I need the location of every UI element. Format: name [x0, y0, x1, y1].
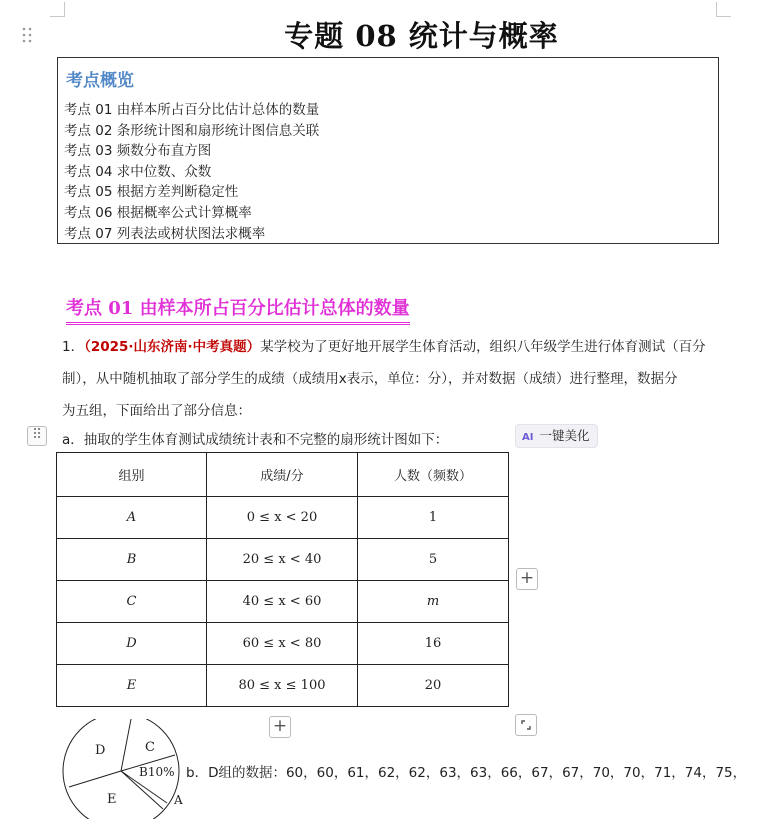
- page-title: 专题 08 统计与概率: [284, 19, 559, 53]
- cell-range: 60 ≤ x < 80: [207, 623, 358, 665]
- header-group: 组别: [57, 453, 207, 497]
- ai-badge: AI: [522, 432, 534, 443]
- add-column-plus-icon[interactable]: +: [516, 568, 538, 590]
- part-b-text: b．D组的数据：60，60，61，62，62，63，63，66，67，67，70，70，71，74，75，: [186, 765, 747, 781]
- section-heading: 考点 01 由样本所占百分比估计总体的数量: [66, 294, 410, 325]
- table-row: [57, 665, 509, 707]
- table-row: [57, 539, 509, 581]
- cell-range: 20 ≤ x < 40: [207, 539, 358, 581]
- overview-box: [57, 57, 719, 244]
- ai-beautify-button[interactable]: [515, 424, 598, 448]
- overview-item: 考点 01 由样本所占百分比估计总体的数量: [64, 102, 320, 118]
- cell-group: C: [57, 581, 207, 623]
- pie-label-a: A: [174, 793, 183, 807]
- overview-item: 考点 04 求中位数、众数: [64, 163, 212, 180]
- part-a-text: a．抽取的学生体育测试成绩统计表和不完整的扇形统计图如下：: [62, 432, 449, 448]
- overview-heading: 考点概览: [66, 71, 134, 91]
- cell-count: 20: [358, 665, 509, 707]
- header-range: 成绩/分: [207, 453, 358, 497]
- question-line-3: 为五组，下面给出了部分信息：: [62, 403, 251, 419]
- question-line-2: 制），从中随机抽取了部分学生的成绩（成绩用x表示，单位：分），并对数据（成绩）进行整理，数据分: [62, 371, 678, 387]
- score-table: [56, 452, 509, 707]
- paragraph-drag-handle-icon[interactable]: [27, 426, 47, 446]
- table-row: [57, 581, 509, 623]
- table-row: [57, 497, 509, 539]
- overview-item: 考点 05 根据方差判断稳定性: [64, 184, 239, 201]
- pie-label-c: C: [145, 740, 155, 755]
- add-row-plus-icon[interactable]: +: [269, 716, 291, 738]
- cell-group: E: [57, 665, 207, 707]
- pie-chart: [59, 719, 185, 819]
- cell-count: 5: [358, 539, 509, 581]
- overview-item: 考点 06 根据概率公式计算概率: [64, 204, 252, 221]
- cell-count: 1: [358, 497, 509, 539]
- cell-count: 16: [358, 623, 509, 665]
- pie-label-d: D: [95, 743, 106, 758]
- table-header-row: [57, 453, 509, 497]
- overview-item: 考点 02 条形统计图和扇形统计图信息关联: [64, 122, 320, 139]
- header-count: 人数（频数）: [358, 453, 509, 497]
- question-source: （2025·山东济南·中考真题）: [84, 339, 261, 355]
- overview-item: 考点 07 列表法或树状图法求概率: [64, 225, 266, 242]
- question-text-1: 某学校为了更好地开展学生体育活动，组织八年级学生进行体育测试（百分: [260, 339, 706, 355]
- pie-label-b: B10%: [139, 765, 175, 779]
- overview-list: [64, 100, 319, 244]
- cell-group: A: [57, 497, 207, 539]
- cell-range: 40 ≤ x < 60: [207, 581, 358, 623]
- question-line-1: [62, 335, 706, 355]
- cell-range: 0 ≤ x < 20: [207, 497, 358, 539]
- cell-range: 80 ≤ x ≤ 100: [207, 665, 358, 707]
- overview-item: 考点 03 频数分布直方图: [64, 143, 212, 160]
- ai-beautify-label: 一键美化: [539, 428, 590, 443]
- table-row: [57, 623, 509, 665]
- question-number: 1．: [62, 339, 85, 355]
- pie-label-e: E: [107, 792, 117, 807]
- cell-group: B: [57, 539, 207, 581]
- resize-icon[interactable]: [515, 714, 537, 736]
- cell-group: D: [57, 623, 207, 665]
- cell-count: m: [358, 581, 509, 623]
